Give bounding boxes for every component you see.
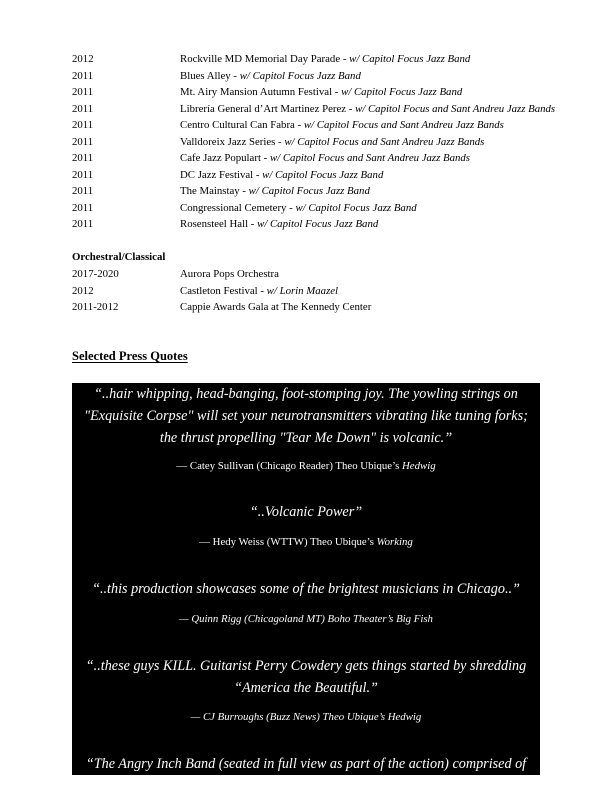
year: 2011 (72, 69, 94, 82)
performance-row (72, 268, 279, 281)
ensemble: w/ Capitol Focus and Sant Andreu Jazz Bands (303, 119, 504, 131)
performance-row (72, 70, 361, 83)
quote-line: “America the Beautiful.” (234, 680, 378, 696)
ensemble: w/ Capitol Focus Jazz Band (239, 69, 361, 82)
venue: DC Jazz Festival (180, 168, 254, 181)
separator: - (248, 218, 258, 230)
separator: - (230, 69, 240, 82)
ensemble: w/ Capitol Focus and Sant Andreu Jazz Bands (284, 135, 485, 148)
separator: - (346, 102, 356, 115)
quote-attribution (72, 460, 540, 473)
ensemble: w/ Capitol Focus Jazz Band (341, 86, 463, 98)
separator: - (340, 53, 350, 65)
year: 2011-2012 (72, 301, 119, 313)
venue: Aurora Pops Orchestra (180, 268, 279, 280)
separator: - (253, 168, 263, 181)
performance-row (72, 136, 484, 149)
attribution-text: — CJ Burroughs (Buzz News) Theo Ubique’s Hedwig (190, 711, 422, 723)
ensemble: w/ Lorin Maazel (266, 284, 339, 297)
year: 2011 (72, 152, 94, 164)
venue: The Mainstay (180, 185, 240, 197)
orchestral-heading: Orchestral/Classical (72, 251, 166, 263)
year: 2011 (72, 86, 94, 98)
performance-row (72, 202, 417, 215)
quote-line: "Exquisite Corpse" will set your neurotransmitters vibrating like tuning forks; (84, 408, 528, 424)
performance-row (72, 301, 371, 314)
venue: Valldoreix Jazz Series (180, 135, 276, 148)
attribution-text: — Quinn Rigg (Chicagoland MT) Boho Theater’s Big Fish (179, 613, 433, 625)
production-title: Working (376, 536, 413, 548)
performance-row (72, 86, 462, 99)
ensemble: w/ Capitol Focus and Sant Andreu Jazz Bands (355, 102, 556, 115)
separator: - (257, 284, 267, 297)
year: 2011 (72, 135, 94, 148)
year: 2011 (72, 119, 94, 131)
ensemble: w/ Capitol Focus Jazz Band (262, 168, 384, 181)
year: 2012 (72, 284, 94, 297)
press-quotes-heading: Selected Press Quotes (72, 349, 188, 363)
venue: Cappie Awards Gala at The Kennedy Center (180, 301, 372, 313)
quote-attribution (72, 536, 540, 549)
ensemble: w/ Capitol Focus Jazz Band (295, 201, 417, 214)
separator: - (332, 86, 342, 98)
performance-row (72, 103, 555, 116)
ensemble: w/ Capitol Focus Jazz Band (257, 218, 379, 230)
year: 2011 (72, 168, 94, 181)
venue: Blues Alley (180, 69, 231, 82)
venue: Rosensteel Hall (180, 218, 249, 230)
quote-line: “..this production showcases some of the brightest musicians in Chicago..” (92, 581, 520, 597)
year: 2011 (72, 218, 94, 230)
separator: - (239, 185, 249, 197)
attribution-text: — Hedy Weiss (WTTW) Theo Ubique’s (199, 536, 377, 548)
press-quotes-panel (72, 383, 540, 775)
quote-line: “..these guys KILL. Guitarist Perry Cowdery gets things started by shredding (85, 658, 527, 674)
performance-row (72, 169, 383, 182)
venue: Librería General d’Art Martinez Perez (180, 102, 347, 115)
year: 2017-2020 (72, 268, 119, 280)
performance-row (72, 185, 370, 198)
quote-line: “The Angry Inch Band (seated in full view as part of the action) comprised of (85, 756, 527, 772)
performance-row (72, 119, 504, 132)
venue: Cafe Jazz Populart (180, 152, 261, 164)
quote-line: “..hair whipping, head-banging, foot-stomping joy. The yowling strings on (94, 386, 518, 402)
year: 2011 (72, 201, 94, 214)
quote-line: the thrust propelling "Tear Me Down" is volcanic.” (159, 430, 453, 446)
separator: - (286, 201, 296, 214)
year: 2011 (72, 102, 94, 115)
quote-line: “..Volcanic Power” (249, 504, 363, 520)
performance-row (72, 218, 378, 231)
separator: - (294, 119, 304, 131)
quote-attribution (72, 711, 540, 724)
separator: - (275, 135, 285, 148)
venue: Congressional Cemetery (180, 201, 287, 214)
performance-row (72, 285, 338, 298)
year: 2011 (72, 185, 94, 197)
separator: - (260, 152, 270, 164)
performance-row (72, 53, 470, 66)
ensemble: w/ Capitol Focus and Sant Andreu Jazz Bands (269, 152, 470, 164)
venue: Castleton Festival (180, 284, 258, 297)
ensemble: w/ Capitol Focus Jazz Band (248, 185, 370, 197)
venue: Mt. Airy Mansion Autumn Festival (180, 86, 333, 98)
venue: Centro Cultural Can Fabra (180, 119, 295, 131)
production-title: Hedwig (402, 460, 436, 472)
year: 2012 (72, 53, 94, 65)
ensemble: w/ Capitol Focus Jazz Band (349, 53, 471, 65)
attribution-text: — Catey Sullivan (Chicago Reader) Theo Ubique’s (176, 460, 402, 472)
performance-row (72, 152, 470, 165)
venue: Rockville MD Memorial Day Parade (180, 53, 341, 65)
quote-attribution (72, 613, 540, 626)
